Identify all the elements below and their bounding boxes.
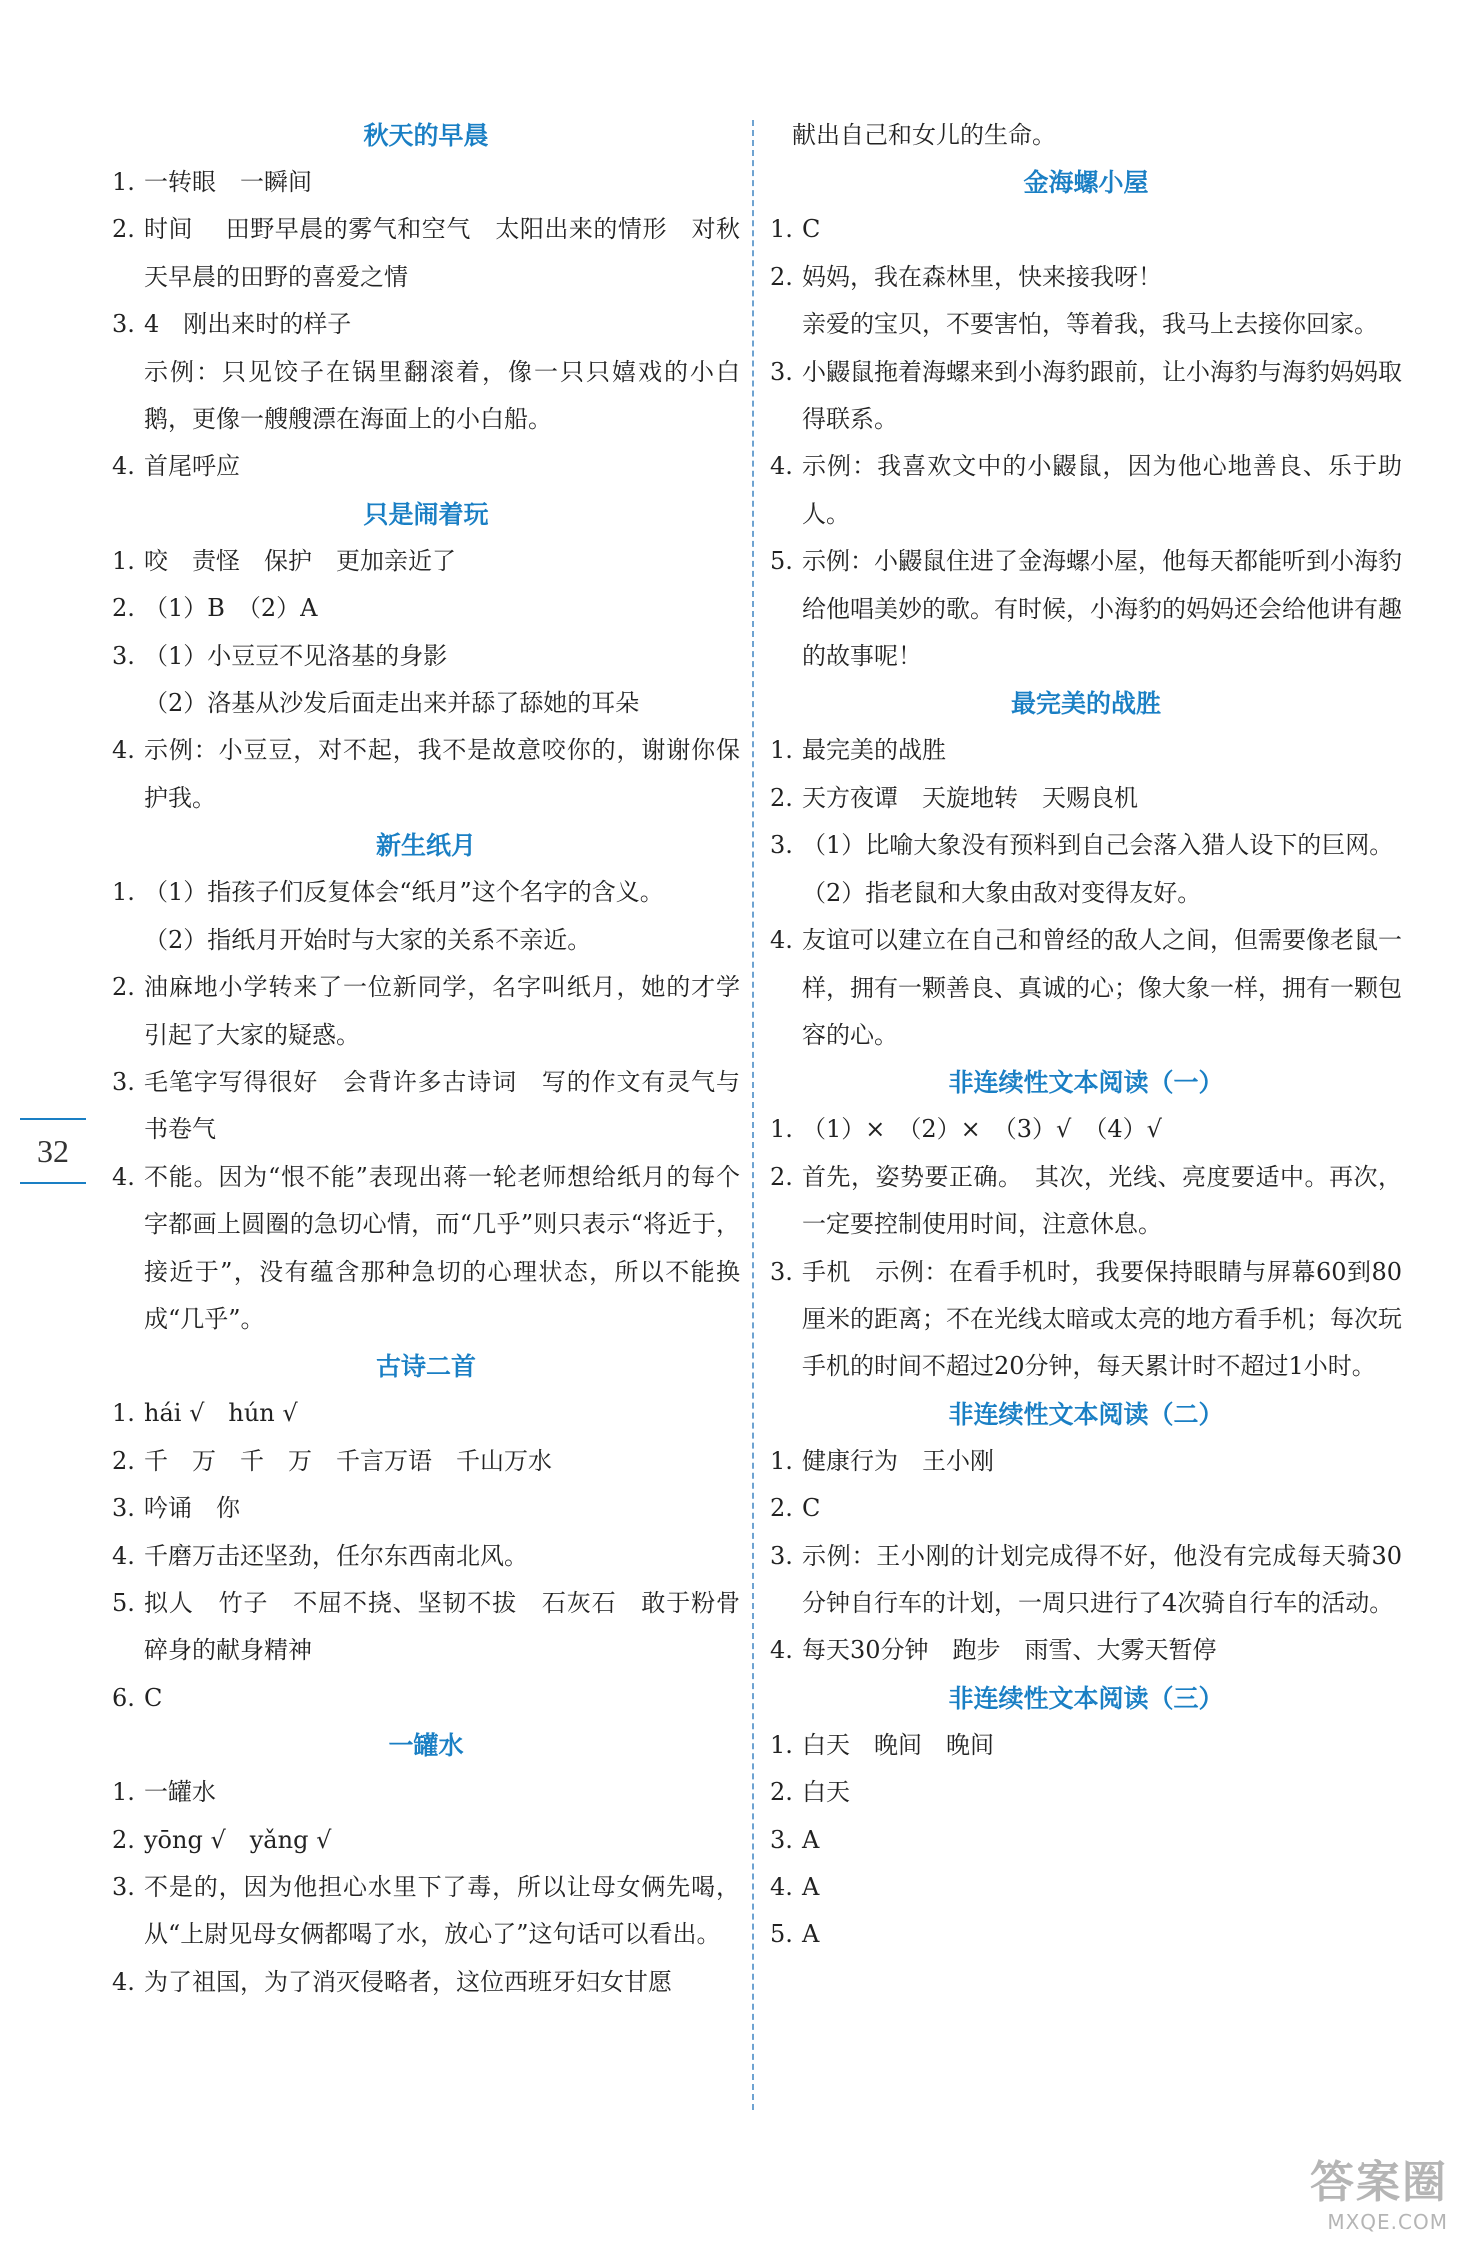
item-number: 5. [112, 1588, 135, 1617]
answer-item [770, 349, 1402, 444]
right-column [770, 112, 1402, 1959]
answer-item [770, 1817, 1402, 1864]
watermark-url: MXQE.COM [1327, 2210, 1448, 2234]
item-number: 3. [770, 1825, 793, 1854]
item-text: 白天 [802, 1778, 850, 1807]
item-text: 示例：我喜欢文中的小鼹鼠，因为他心地善良、乐于助人。 [802, 452, 1402, 528]
item-text: C [802, 1494, 821, 1523]
answer-item [770, 1106, 1402, 1153]
item-text: （1）指孩子们反复体会“纸月”这个名字的含义。 [144, 878, 664, 907]
item-number: 3. [112, 1067, 135, 1096]
item-number: 4. [112, 1541, 135, 1570]
item-number: 2. [112, 1825, 135, 1854]
item-number: 2. [112, 215, 135, 244]
item-text: 一罐水 [144, 1778, 216, 1807]
answer-item [112, 1438, 740, 1485]
section-title: 只是闹着玩 [363, 499, 489, 529]
item-text: 小鼹鼠拖着海螺来到小海豹跟前，让小海豹与海豹妈妈取得联系。 [802, 357, 1402, 434]
item-text: 示例：王小刚的计划完成得不好，他没有完成每天骑30分钟自行车的计划，一周只进行了4次骑自行车的活动。 [802, 1541, 1402, 1617]
item-number: 3. [770, 1257, 793, 1286]
section-title: 非连续性文本阅读（三） [948, 1683, 1224, 1713]
answer-item [112, 1769, 740, 1816]
item-number: 4. [770, 1873, 793, 1901]
answer-item [112, 443, 740, 490]
answer-item [112, 1533, 740, 1580]
answer-item [112, 1059, 740, 1154]
item-text: （1）× （2）× （3）√ （4）√ [802, 1115, 1162, 1144]
left-column [112, 112, 740, 2006]
item-number: 3. [112, 1873, 135, 1901]
item-number: 5. [770, 547, 793, 576]
item-text: 最完美的战胜 [802, 736, 946, 765]
item-number: 5. [770, 1920, 793, 1949]
item-number: 1. [770, 1730, 793, 1759]
item-text: 千磨万击还坚劲，任尔东西南北风。 [144, 1541, 528, 1570]
answer-item [112, 1580, 740, 1675]
answer-item [770, 822, 1402, 869]
answer-item [770, 1154, 1402, 1249]
answer-item [770, 1249, 1402, 1391]
watermark-logo: 答案圈 [1310, 2157, 1448, 2208]
item-number: 3. [770, 831, 793, 860]
answer-item [112, 964, 740, 1059]
answer-item [770, 538, 1402, 680]
item-text: 示例：小豆豆，对不起，我不是故意咬你的，谢谢你保护我。 [144, 736, 740, 812]
item-text: 一转眼 一瞬间 [144, 168, 312, 196]
item-number: 2. [770, 262, 793, 291]
answer-subitem: 亲爱的宝贝，不要害怕，等着我，我马上去接你回家。 [802, 310, 1378, 339]
item-number: 3. [770, 357, 793, 386]
answer-item [112, 1390, 740, 1437]
watermark [1310, 2146, 1448, 2234]
item-text: 示例：小鼹鼠住进了金海螺小屋，他每天都能听到小海豹给他唱美妙的歌。有时候，小海豹的妈妈还会给他讲有趣的故事呢！ [802, 547, 1402, 671]
item-text: 每天30分钟 跑步 雨雪、大雾天暂停 [802, 1636, 1217, 1665]
section-title: 金海螺小屋 [1023, 168, 1149, 198]
answer-item [112, 159, 740, 206]
item-text: 毛笔字写得很好 会背许多古诗词 写的作文有灵气与书卷气 [144, 1067, 740, 1144]
answer-item [112, 727, 740, 822]
item-number: 3. [112, 641, 135, 670]
answer-item [112, 633, 740, 680]
item-text: 不能。因为“恨不能”表现出蒋一轮老师想给纸月的每个字都画上圆圈的急切心情，而“几乎”则只表示“将近于，接近于”，没有蕴含那种急切的心理状态，所以不能换成“几乎”。 [144, 1162, 740, 1333]
item-text: （1）B （2）A [144, 594, 318, 623]
answer-item [770, 1627, 1402, 1674]
answer-item [770, 917, 1402, 1059]
item-text: 油麻地小学转来了一位新同学，名字叫纸月，她的才学引起了大家的疑惑。 [144, 973, 740, 1049]
answer-item [112, 585, 740, 632]
item-number: 1. [770, 1446, 793, 1475]
item-number: 4. [112, 1967, 135, 1996]
answer-item [112, 538, 740, 585]
answer-item [112, 1959, 740, 2006]
item-text: A [802, 1825, 820, 1854]
answer-item [770, 443, 1402, 538]
item-number: 2. [770, 1162, 793, 1191]
section-title: 最完美的战胜 [1010, 689, 1161, 719]
item-text: 首尾呼应 [144, 452, 240, 481]
item-text: 不是的，因为他担心水里下了毒，所以让母女俩先喝，从“上尉见母女俩都喝了水，放心了”这句话可以看出。 [144, 1873, 740, 1949]
item-number: 4. [770, 1636, 793, 1665]
item-number: 4. [112, 736, 135, 765]
item-text: yōng √ yǎng √ [144, 1825, 332, 1854]
section-title: 非连续性文本阅读（一） [948, 1068, 1224, 1098]
item-number: 2. [770, 1494, 793, 1523]
section-title: 新生纸月 [375, 831, 476, 861]
answer-item [112, 1485, 740, 1532]
section-title: 非连续性文本阅读（二） [948, 1399, 1224, 1429]
item-text: 拟人 竹子 不屈不挠、坚韧不拔 石灰石 敢于粉骨碎身的献身精神 [144, 1588, 740, 1665]
section-title: 秋天的早晨 [363, 121, 489, 150]
item-text: 4 刚出来时的样子 [144, 310, 352, 339]
item-number: 3. [770, 1541, 793, 1570]
answer-item [770, 1722, 1402, 1769]
answer-item [770, 727, 1402, 774]
item-text: 健康行为 王小刚 [802, 1446, 994, 1475]
item-number: 1. [112, 1778, 135, 1807]
item-text: C [802, 215, 821, 244]
answer-item [770, 206, 1402, 253]
item-text: （1）比喻大象没有预料到自己会落入猎人设下的巨网。 [802, 831, 1394, 860]
item-number: 1. [112, 1399, 135, 1428]
item-number: 6. [112, 1683, 135, 1712]
answer-item [770, 1485, 1402, 1532]
answer-item [112, 206, 740, 301]
item-text: A [802, 1873, 820, 1901]
answer-item [770, 1911, 1402, 1958]
item-text: 手机 示例：在看手机时，我要保持眼睛与屏幕60到80厘米的距离；不在光线太暗或太亮的地方看手机；每次玩手机的时间不超过20分钟，每天累计时不超过1小时。 [802, 1257, 1402, 1381]
item-text: 白天 晚间 晚间 [802, 1730, 994, 1759]
item-text: C [144, 1683, 163, 1712]
item-number: 4. [112, 1162, 135, 1191]
item-number: 2. [770, 783, 793, 812]
answer-item [112, 1817, 740, 1864]
item-number: 3. [112, 1494, 135, 1523]
answer-subitem: 示例：只见饺子在锅里翻滚着，像一只只嬉戏的小白鹅，更像一艘艘漂在海面上的小白船。 [144, 357, 740, 434]
item-text: 千 万 千 万 千言万语 千山万水 [144, 1446, 552, 1475]
item-text: 吟诵 你 [144, 1494, 240, 1523]
item-number: 1. [770, 736, 793, 765]
item-text: 为了祖国，为了消灭侵略者，这位西班牙妇女甘愿 [144, 1967, 672, 1996]
page-number: 32 [20, 1118, 86, 1184]
answer-subitem: （2）洛基从沙发后面走出来并舔了舔她的耳朵 [144, 689, 640, 718]
column-divider [752, 120, 754, 2110]
answer-item [770, 775, 1402, 822]
item-number: 4. [112, 452, 135, 481]
answer-item [112, 1675, 740, 1722]
item-text: 友谊可以建立在自己和曾经的敌人之间，但需要像老鼠一样，拥有一颗善良、真诚的心；像大象一样，拥有一颗包容的心。 [802, 926, 1402, 1049]
item-text: A [802, 1920, 820, 1949]
answer-subitem: （2）指老鼠和大象由敌对变得友好。 [802, 878, 1202, 907]
item-number: 1. [770, 215, 793, 244]
answer-item [770, 1864, 1402, 1911]
item-number: 1. [112, 168, 135, 196]
item-number: 2. [112, 1446, 135, 1475]
answer-item [112, 1864, 740, 1959]
item-number: 2. [112, 973, 135, 1002]
answer-item [770, 1533, 1402, 1628]
item-text: 天方夜谭 天旋地转 天赐良机 [802, 783, 1138, 812]
answer-item [112, 869, 740, 916]
item-number: 1. [770, 1115, 793, 1144]
item-number: 1. [112, 546, 135, 575]
answer-item [770, 1438, 1402, 1485]
item-number: 4. [770, 452, 793, 481]
continued-text: 献出自己和女儿的生命。 [792, 121, 1056, 149]
answer-item [770, 254, 1402, 301]
section-title: 一罐水 [388, 1731, 464, 1761]
item-text: 咬 责怪 保护 更加亲近了 [144, 546, 456, 575]
answer-item [112, 301, 740, 348]
section-title: 古诗二首 [375, 1352, 476, 1382]
item-text: 妈妈，我在森林里，快来接我呀！ [802, 262, 1162, 291]
answer-item [770, 1769, 1402, 1816]
item-number: 2. [112, 594, 135, 623]
item-number: 3. [112, 310, 135, 339]
answer-subitem: （2）指纸月开始时与大家的关系不亲近。 [144, 925, 592, 954]
item-number: 4. [770, 926, 793, 955]
item-text: 首先，姿势要正确。 其次，光线、亮度要适中。再次，一定要控制使用时间，注意休息。 [802, 1162, 1402, 1239]
item-text: 时间 田野早晨的雾气和空气 太阳出来的情形 对秋天早晨的田野的喜爱之情 [144, 215, 740, 291]
answer-item [112, 1154, 740, 1344]
item-number: 2. [770, 1778, 793, 1807]
item-text: （1）小豆豆不见洛基的身影 [144, 641, 448, 670]
item-text: hái √ hún √ [144, 1399, 298, 1428]
item-number: 1. [112, 878, 135, 907]
